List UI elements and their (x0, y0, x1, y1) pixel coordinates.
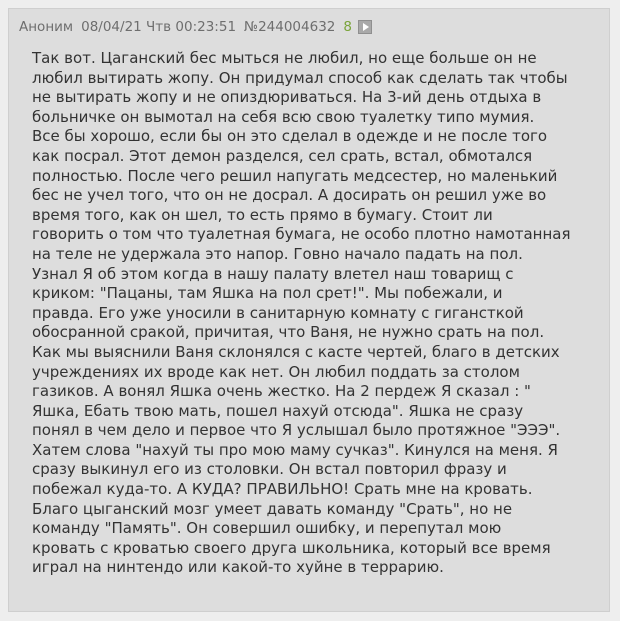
post-line: правда. Его уже уносили в санитарную комнату с гигансткой (32, 303, 524, 322)
post-line: кровать с кроватью своего друга школьника, который все время (32, 538, 551, 557)
post-line: бес не учел того, что он не досрал. А досирать он решил уже во (32, 186, 547, 205)
post-line: больничке он вымотал на себя всю свою туалетку типо мумия. (32, 107, 535, 126)
post-author: Аноним (19, 19, 74, 35)
post-line: время того, как он шел, то есть прямо в бумагу. Стоит ли (32, 205, 493, 224)
post-line: газиков. А вонял Яшка очень жестко. На 2 пердеж Я сказал : " (32, 382, 531, 401)
post-line: как посрал. Этот демон разделся, сел срать, встал, обмотался (32, 146, 533, 165)
post-line: не вытирать жопу и не опиздюриваться. На 3-ий день отдыха в (32, 88, 542, 107)
post-line: полностью. После чего решил напугать медсестер, но маленький (32, 166, 558, 185)
post-date: 08/04/21 Чтв 00:23:51 (81, 19, 237, 35)
post-line: понял в чем дело и первое что Я услышал было протяжное "ЭЭЭ". (32, 421, 561, 440)
post-line: Благо цыганский мозг умеет давать команду "Срать", но не (32, 499, 513, 518)
post-line: учреждениях их вроде как нет. Он любил поддать за столом (32, 362, 520, 381)
post-line: Все бы хорошо, если бы он это сделал в одежде и не после того (32, 127, 548, 146)
post-line: команду "Память". Он совершил ошибку, и перепутал мою (32, 519, 502, 538)
play-icon[interactable] (358, 20, 372, 34)
post-line: играл на нинтендо или какой-то хуйне в террарию. (32, 558, 444, 577)
post-body (32, 49, 592, 578)
post-line: Хатем слова "нахуй ты про мою маму сучказ". Кинулся на меня. Я (32, 440, 558, 459)
post-reply-count: 8 (343, 19, 352, 35)
post-line: обосранной сракой, причитая, что Ваня, не нужно срать на пол. (32, 323, 545, 342)
post-line: побежал куда-то. А КУДА? ПРАВИЛЬНО! Срать мне на кровать. (32, 480, 533, 499)
post-line: Яшка, Ебать твою мать, пошел нахуй отсюда". Яшка не сразу (32, 401, 524, 420)
post-line: Как мы выяснили Ваня склонялся с касте чертей, благо в детских (32, 342, 560, 361)
post-line: на теле не удержала это напор. Говно начало падать на пол. (32, 244, 523, 263)
post-number-link[interactable]: №244004632 (244, 19, 336, 35)
post-line: сразу выкинул его из столовки. Он встал повторил фразу и (32, 460, 507, 479)
post-line: любил вытирать жопу. Он придумал способ как сделать так чтобы (32, 68, 568, 87)
post (8, 8, 610, 612)
post-line: криком: "Пацаны, там Яшка на пол срет!". Мы побежали, и (32, 284, 503, 303)
post-line: говорить о том что туалетная бумага, не особо плотно намотанная (32, 225, 571, 244)
post-line: Узнал Я об этом когда в нашу палату влетел наш товарищ с (32, 264, 514, 283)
post-header (19, 16, 372, 38)
post-line: Так вот. Цаганский бес мыться не любил, но еще больше он не (32, 49, 537, 67)
